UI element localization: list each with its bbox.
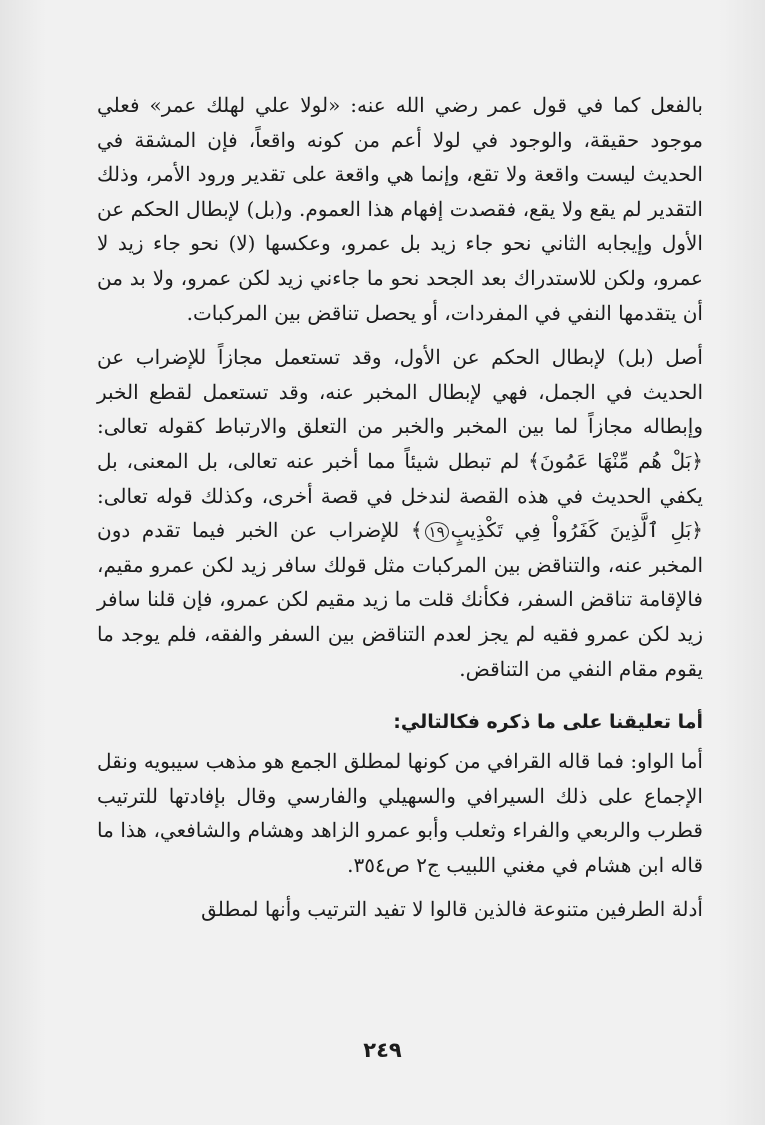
section-heading: أما تعليقنا على ما ذكره فكالتالي: [393,711,703,734]
quran-verse-2-text: ﴿بَلِ ٱلَّذِينَ كَفَرُواْ فِي تَكْذِيبٍ [450,518,703,543]
page-body [97,88,703,927]
paragraph-2 [97,340,703,686]
paragraph-1: بالفعل كما في قول عمر رضي الله عنه: «لولا علي لهلك عمر» فعلي موجود حقيقة، والوجود في لولا أعم من كونه واقعاً، فإن المشقة في الحديث ليست واقعة ولا تقع، وإنما هي واقعة على تقدير ورود الأمر، وذلك التقدير لم يقع ولا يقع، فقصدت إفهام هذا العموم. و(بل) لإبطال الحكم عن الأول وإيجابه الثاني نحو جاء زيد بل عمرو، وعكسها (لا) نحو جاء زيد لا عمرو، ولكن للاستدراك بعد الجحد نحو ما جاءني زيد لكن عمرو، ولا بد من أن يتقدمها النفي في المفردات، أو يحصل تناقض بين المركبات. [97,93,703,325]
quran-verse-2-close: ﴾ [410,518,423,543]
paragraph-2-part-3: للإضراب عن الخبر فيما تقدم دون المخبر عنه، والتناقض بين المركبات مثل قولك سافر زيد لكن عمرو مقيم، فالإقامة تناقض السفر، فكأنك قلت ما زيد مقيم لكن عمرو، فإن قلنا سافر زيد لكن عمرو فقيه لم يجز لعدم التناقض بين السفر والفقه، فلم يوجد ما يقوم مقام النفي من التناقض. [97,518,703,681]
verse-number-mark: ١٩ [425,522,449,542]
quran-verse-1: ﴿بَلْ هُم مِّنْهَا عَمُونَ﴾ [528,448,703,473]
page-number: ٢٤٩ [363,1038,402,1062]
paragraph-3: أما الواو: فما قاله القرافي من كونها لمطلق الجمع هو مذهب سيبويه ونقل الإجماع على ذلك السيرافي والسهيلي والفارسي وقال بإفادتها للترتيب قطرب والربعي والفراء وثعلب وأبو عمرو الزاهد وهشام والشافعي، هذا ما قاله ابن هشام في مغني اللبيب ج٢ ص٣٥٤. [97,749,703,877]
paragraph-2-part-2: لم تبطل شيئاً مما أخبر عنه تعالى، بل المعنى، بل يكفي الحديث في هذه القصة لندخل في قصة أخرى، وكذلك قوله تعالى: [97,448,703,508]
paragraph-2-part-1: أصل (بل) لإبطال الحكم عن الأول، وقد تستعمل مجازاً للإضراب عن الحديث في الجمل، فهي لإبطال المخبر عنه، وقد تستعمل لقطع الخبر وإبطاله مجازاً لما بين المخبر والخبر من التعلق والارتباط كقوله تعالى: [97,345,703,439]
quran-verse-2 [411,518,703,542]
paragraph-4: أدلة الطرفين متنوعة فالذين قالوا لا تفيد الترتيب وأنها لمطلق [201,897,703,922]
